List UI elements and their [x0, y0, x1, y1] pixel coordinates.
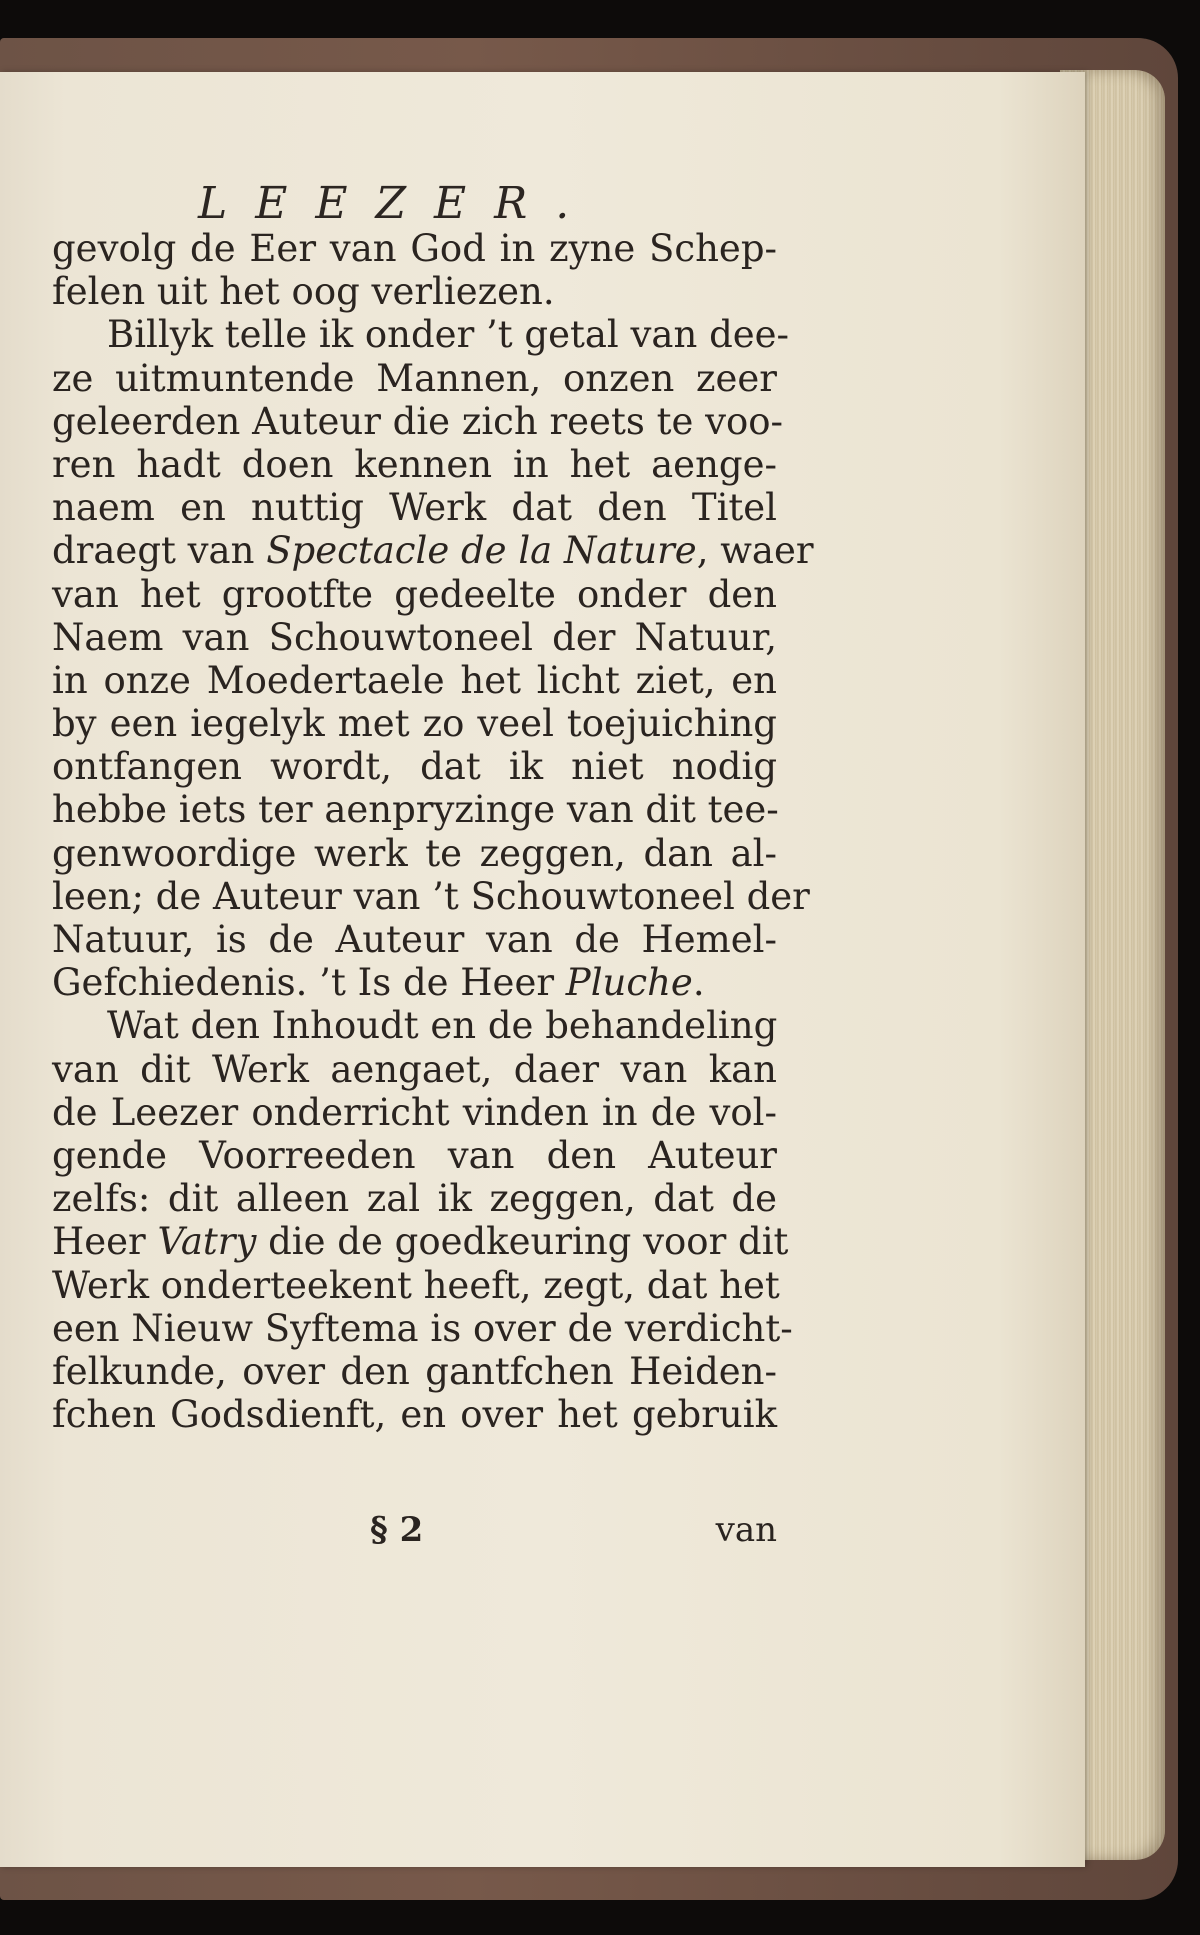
text-line: Natuur, is de Auteur van de Hemel- [52, 918, 777, 961]
text-line: naem en nuttig Werk dat den Titel [52, 486, 777, 530]
text-segment: draegt van [52, 529, 267, 573]
text-line [52, 961, 777, 1004]
text-line: ontfangen wordt, dat ik niet nodig [52, 745, 777, 789]
text-segment: , waer [696, 529, 814, 573]
text-line: in onze Moedertaele het licht ziet, en [52, 658, 777, 702]
text-segment: . [692, 961, 705, 1005]
signature-mark: § 2 [370, 1510, 424, 1550]
text-line: van het grootfte gedeelte onder den [52, 572, 777, 616]
text-line: leen; de Auteur van ’t Schouwtoneel der [52, 874, 810, 918]
text-line: gevolg de Eer van God in zyne Schep- [52, 227, 777, 270]
text-segment: Gefchiedenis. ’t Is de Heer [52, 961, 566, 1005]
text-line: ren hadt doen kennen in het aenge- [52, 442, 777, 486]
text-line [52, 1220, 789, 1264]
text-line: Wat den Inhoudt en de behandeling [107, 1004, 778, 1048]
text-segment: Heer [52, 1220, 158, 1264]
text-segment: die de goedkeuring voor dit [256, 1220, 789, 1264]
text-line: genwoordige werk te zeggen, dan al- [52, 831, 777, 875]
text-line: ze uitmuntende Mannen, onzen zeer [52, 356, 777, 400]
text-line: van dit Werk aengaet, daer van kan [52, 1047, 777, 1091]
text-line [52, 529, 814, 573]
text-line: de Leezer onderricht vinden in de vol- [52, 1090, 777, 1134]
text-line: geleerden Auteur die zich reets te voo- [52, 399, 784, 443]
italic-title: Vatry [157, 1220, 257, 1264]
text-line: hebbe iets ter aenpryzinge van dit tee- [52, 788, 779, 832]
text-line: Naem van Schouwtoneel der Natuur, [52, 615, 777, 659]
text-line: Billyk telle ik onder ’t getal van dee- [107, 313, 790, 357]
running-header: LEEZER. [198, 178, 598, 229]
italic-title: Pluche [565, 961, 693, 1005]
text-line: felen uit het oog verliezen. [52, 270, 555, 314]
text-line: zelfs: dit alleen zal ik zeggen, dat de [52, 1177, 777, 1221]
italic-title: Spectacle de la Nature [266, 529, 697, 573]
text-line: felkunde, over den gantfchen Heiden- [52, 1349, 777, 1393]
text-line: by een iegelyk met zo veel toejuiching [52, 702, 777, 746]
text-line: een Nieuw Syftema is over de verdicht- [52, 1306, 793, 1350]
catchword: van [715, 1510, 777, 1550]
text-line: gende Voorreeden van den Auteur [52, 1133, 777, 1177]
text-line: fchen Godsdienft, en over het gebruik [52, 1393, 777, 1437]
page-footer [52, 1510, 777, 1556]
text-line: Werk onderteekent heeft, zegt, dat het [52, 1263, 780, 1307]
body-text [52, 175, 814, 1437]
